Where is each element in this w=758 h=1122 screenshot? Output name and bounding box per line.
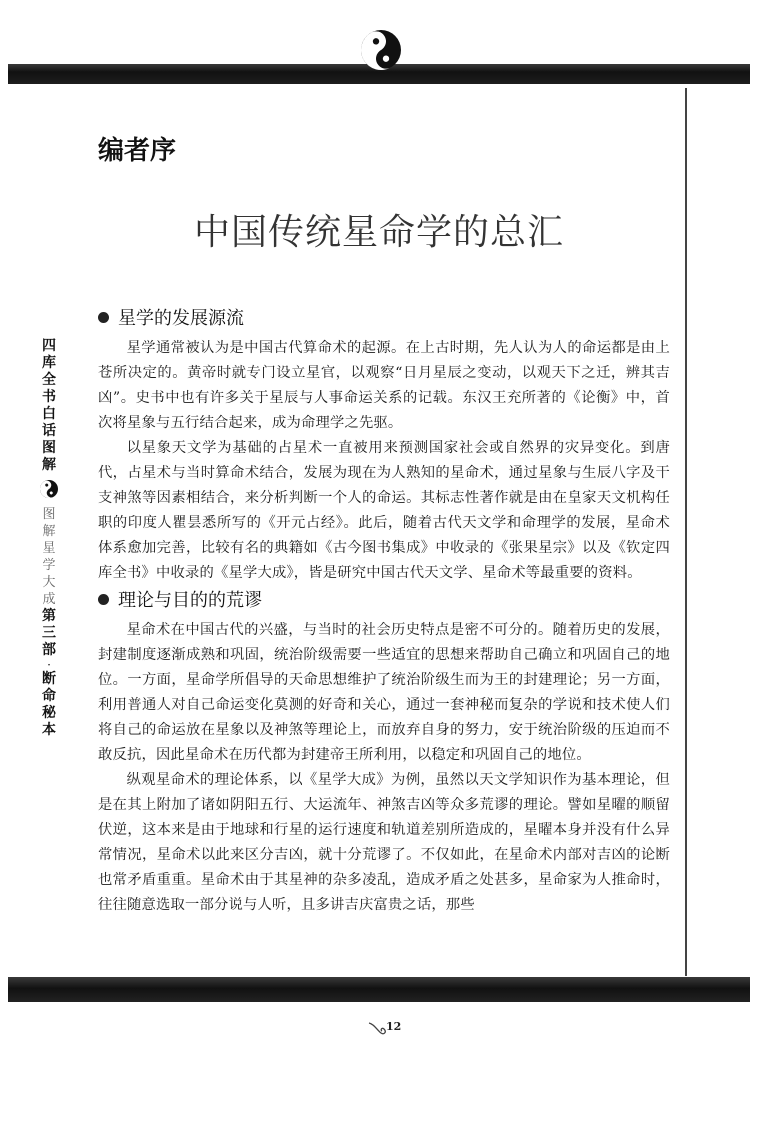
book-char: 大 <box>42 575 56 590</box>
subsection-heading <box>98 588 670 614</box>
paragraph: 星学通常被认为是中国古代算命术的起源。在上古时期，先人认为人的命运都是由上苍所决定的。黄帝时就专门设立星官，以观察“日月星辰之变动，以观天下之迁，辨其吉凶”。史书中也有许多关于星辰与人事命运关系的记载。东汉王充所著的《论衡》中，首次将星象与五行结合起来，成为命理学之先驱。 <box>98 340 670 431</box>
series-char: 白 <box>42 406 56 422</box>
bullet-dot-icon <box>98 312 109 323</box>
subsection-heading-text: 星学的发展源流 <box>118 308 244 329</box>
body-content <box>98 306 670 918</box>
paragraph: 纵观星命术的理论体系，以《星学大成》为例，虽然以天文学知识作为基本理论，但是在其上附加了诸如阴阳五行、大运流年、神煞吉凶等众多荒谬的理论。譬如星曜的顺留伏逆，这本来是由于地球和行星的运行速度和轨道差别所造成的，星曜本身并没有什么异常情况，星命术以此来区分吉凶，就十分荒谬了。不仅如此，在星命术内部对吉凶的论断也常矛盾重重。星命术由于其星神的杂多凌乱，造成矛盾之处甚多，星命家为人推命时，往往随意选取一部分说与人听，且多讲吉庆富贵之话，那些 <box>98 772 670 913</box>
page-number-text: 12 <box>386 1020 402 1033</box>
book-char: 学 <box>42 558 56 573</box>
footer-bar <box>8 977 750 1002</box>
part-char: 第 <box>42 608 56 624</box>
side-navigation <box>38 338 60 739</box>
part-name-char: 本 <box>42 722 56 738</box>
subsection-heading <box>98 306 670 332</box>
book-char: 成 <box>42 592 56 607</box>
yin-yang-icon <box>357 28 405 72</box>
part-char: 三 <box>42 625 56 641</box>
part-char: 部 <box>42 642 56 658</box>
series-char: 全 <box>42 372 56 388</box>
series-char: 解 <box>42 457 56 473</box>
series-char: 书 <box>42 389 56 405</box>
part-name-char: 命 <box>42 688 56 704</box>
section-heading: 编者序 <box>98 136 177 166</box>
paragraph: 星命术在中国古代的兴盛，与当时的社会历史特点是密不可分的。随着历史的发展，封建制度逐渐成熟和巩固，统治阶级需要一些适宜的思想来帮助自己确立和巩固自己的地位。一方面，星命学所倡导的天命思想维护了统治阶级生而为王的封建理论；另一方面，利用普通人对自己命运变化莫测的好奇和关心，通过一套神秘而复杂的学说和技术使人们将自己的命运放在星象以及神煞等理论上，而放弃自身的努力，安于统治阶级的压迫而不敢反抗，因此星命术在历代都为封建帝王所利用，以稳定和巩固自己的地位。 <box>98 622 670 763</box>
paragraph: 以星象天文学为基础的占星术一直被用来预测国家社会或自然界的灾异变化。到唐代，占星术与当时算命术结合，发展为现在为人熟知的星命术，通过星象与生辰八字及干支神煞等因素相结合，来分析判断一个人的命运。其标志性著作就是由在皇家天文机构任职的印度人瞿昙悉所写的《开元占经》。此后，随着古代天文学和命理学的发展，星命术体系愈加完善，比较有名的典籍如《古今图书集成》中收录的《张果星宗》以及《钦定四库全书》中收录的《星学大成》，皆是研究中国古代天文学、星命术等最重要的资料。 <box>98 440 670 581</box>
series-char: 图 <box>42 440 56 456</box>
bullet-dot-icon <box>98 594 109 605</box>
swirl-ornament-icon <box>368 1020 388 1038</box>
yin-yang-icon <box>39 478 59 500</box>
page-number <box>368 1020 428 1042</box>
part-name-char: 断 <box>42 671 56 687</box>
book-char: 解 <box>42 524 56 539</box>
series-char: 库 <box>42 355 56 371</box>
series-char: 四 <box>42 338 56 354</box>
page-title: 中国传统星命学的总汇 <box>193 212 564 253</box>
part-name-char: 秘 <box>42 705 56 721</box>
book-char: 图 <box>42 507 56 522</box>
separator-dot: · <box>47 658 51 672</box>
book-char: 星 <box>42 541 56 556</box>
subsection-heading-text: 理论与目的的荒谬 <box>118 590 262 611</box>
series-char: 话 <box>42 423 56 439</box>
